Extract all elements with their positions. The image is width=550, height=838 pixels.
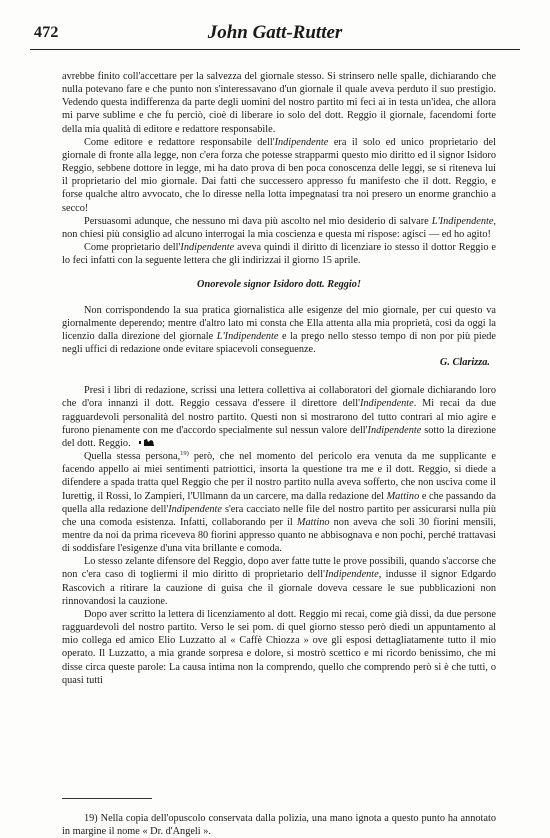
letter-salutation: Onorevole signor Isidoro dott. Reggio! xyxy=(197,279,361,291)
body-text xyxy=(62,70,496,687)
paragraph: Presi i libri di redazione, scrissi una lettera collettiva ai collaboratori del giornale dichiarando loro che d'ora innanzi il dott. Reggio cessava d'essere il direttore dell'Indipendente. Mi recai da due ragguardevoli personalità del nostro partito. Questi non si mostrarono del tutto contrari al mio agire e furono pienamente con me d'accordo specialmente sul nessun valore dell'Indipendente sotto la direzione del dott. Reggio. xyxy=(62,385,496,449)
page-number: 472 xyxy=(34,24,59,41)
running-head: John Gatt-Rutter xyxy=(207,22,343,43)
footnote-ref: 19) xyxy=(180,450,189,458)
paragraph: Quella stessa persona,$^{19)}$ però, che nel momento del pericolo era venuta da me supplicante e facendo appello ai miei sentimenti patriottici, insorta la questione tra me e il dott. Reggio, si diede a difendere a spada tratta quel Reggio che per il nostro partito nulla aveva sofferto, che non usciva come il Iurettig, il Rossi, lo Zampieri, l'Ullmann da un carcere, ma dalla redazione del Mattino e che passando da quella alla redazione dell'Indipendente s'era cacciato nelle file del nostro partito per assicurarsi nulla più che una comoda esistenza. Infatti, collaborando per il Mattino non aveva che soli 30 fiorini mensili, mentre da noi da prima riceveva 80 fiorini appresso quanto ne abbisognava e non pochi, perché trattavasi di soddisfare l'esigenze d'una vita brillante e comoda. xyxy=(62,450,497,555)
letter-body: Non corrispondendo la sua pratica giornalistica alle esigenze del mio giornale, per cui questo va giornalmente deperendo; mentre d'altro lato mi consta che Ella attenta alla mia proprietà, così da oggi la licenzio dalla direzione del giornale L'Indipendente e la prego nello stesso tempo di non por più piede negli uffici di redazione onde evitare spiacevoli conseguenze. xyxy=(62,304,496,355)
header-rule xyxy=(30,49,520,50)
paragraph: Dopo aver scritto la lettera di licenziamento al dott. Reggio mi recai, come già dissi, da due persone ragguardevoli del nostro partito. Verso le sei pom. di quel giorno stesso però diedi un appuntamento al mio collega ed amico Elio Luzzatto al « Caffè Chiozza » ove gli esposi dettagliatamente tutto il mio operato. Il Luzzatto, a mia grande sorpresa e dolore, si mostrò scettico e mi ricordo benissimo, che mi disse circa queste parole: La causa intima non la comprendo, quello che comprendo però si è che tutti, o quasi tutti xyxy=(62,608,496,686)
paragraph: Come editore e redattore responsabile dell'Indipendente era il solo ed unico proprietario del giornale di fronte alla legge, non c'era forza che potesse strapparmi questo mio diritto ed il signor Isidoro Reggio, sebbene dottore in legge, mi ha dato prova di ben poca conoscenza delle leggi, se si riteneva lui il proprietario del mio giornale. Dai fatti che successero appresso fu manifesto che il dott. Reggio, e forse qualche altro avvocato, che lo diresse nella lotta impegnatasi tra noi presero un enorme granchio a secco! xyxy=(62,136,496,214)
paragraph: Persuasomi adunque, che nessuno mi dava più ascolto nel mio desiderio di salvare L'Indipendente, non chiesi più consiglio ad alcuno interrogai la mia coscienza e questa mi rispose: agisci — ed ho agito! xyxy=(62,215,496,240)
letter-signature: G. Clarizza. xyxy=(439,357,490,369)
ink-blot-mark xyxy=(139,438,155,447)
paragraph: Lo stesso zelante difensore del Reggio, dopo aver fatte tutte le prove possibili, quando s'accorse che non c'era caso di togliermi il mio diritto di proprietario dell'Indipendente, indusse il signor Edgardo Rascovich a ritirare la cauzione di guisa che il giornale doveva cessare le sue pubblicazioni non rinnovandosi la cauzione. xyxy=(62,556,497,607)
paragraph: avrebbe finito coll'accettare per la salvezza del giornale stesso. Si strinsero nelle spalle, dichiarando che nulla potevano fare e che punto non s'interessavano d'un giornale il quale aveva perduto il suo prestigio. Vedendo questa indifferenza da parte degli uomini del nostro partito mi feci ai in testa un'idea, che allora mi parve sublime e che fu perciò, cioè di liberare io solo del dott. Reggio il giornale, facendomi forte della mia qualità di editore e redattore responsabile. xyxy=(62,71,496,135)
footnote: 19) Nella copia dell'opuscolo conservata dalla polizia, una mano ignota a questo punto ha annotato in margine il nome « Dr. d'Angeli ». xyxy=(62,813,496,838)
footnote-rule xyxy=(62,798,152,799)
paragraph: Come proprietario dell'Indipendente aveva quindi il diritto di licenziare io stesso il dottor Reggio e lo feci infatti con la seguente lettera che gli indirizzai il giorno 15 aprile. xyxy=(62,242,496,267)
page-header xyxy=(30,22,520,46)
